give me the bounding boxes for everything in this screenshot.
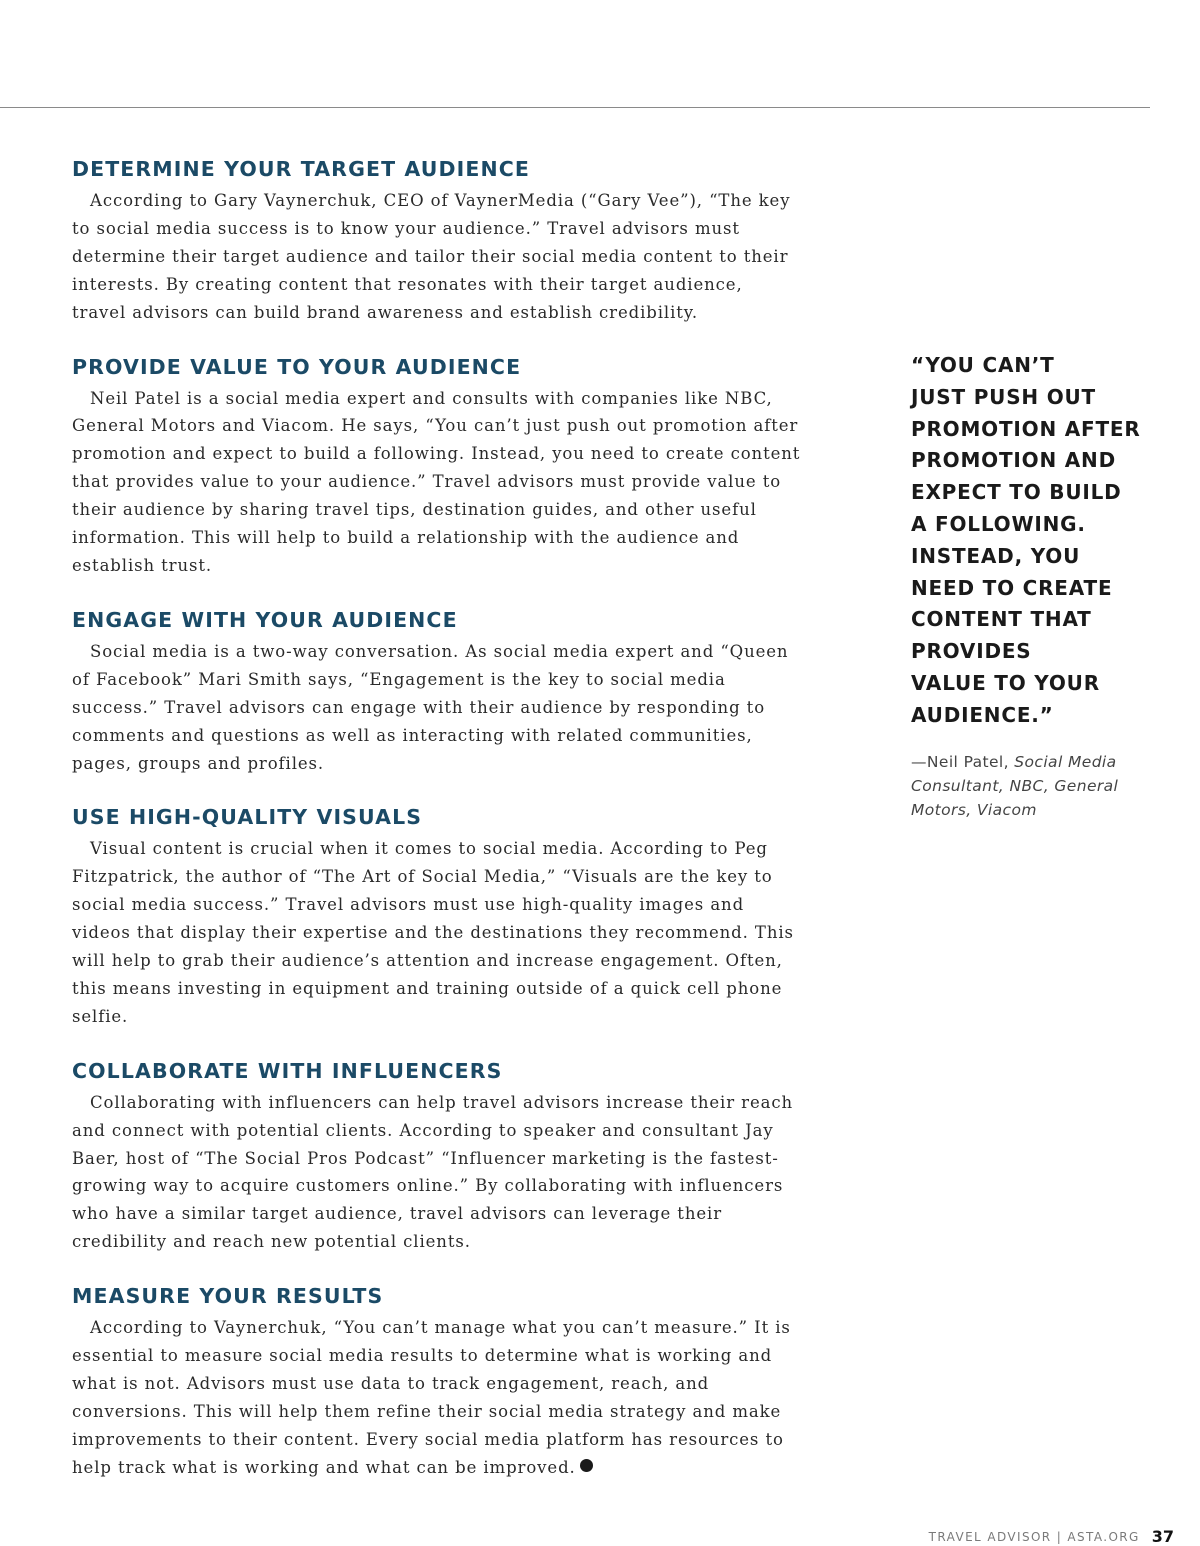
section-heading: DETERMINE YOUR TARGET AUDIENCE (72, 157, 530, 181)
page-number: 37 (1151, 1527, 1174, 1546)
section-heading: COLLABORATE WITH INFLUENCERS (72, 1058, 503, 1083)
section-body: Visual content is crucial when it comes to social media. According to Peg Fitzpatrick, the author of “The Art of Social Media,” “Visuals are the key to social media success.” Travel advisors must use high-quality images and videos that display their expertise and the destinations they recommend. This will help to grab their audience’s attention and increase engagement. Often, this means investing in equipment and training outside of a quick cell phone selfie. (72, 839, 794, 1026)
article-body (72, 155, 802, 1508)
section-body: Collaborating with influencers can help travel advisors increase their reach and connect with potential clients. According to speaker and consultant Jay Baer, host of “The Social Pros Podcast” “Influencer marketing is the fastest-growing way to acquire customers online.” By collaborating with influencers who have a similar target audience, travel advisors can leverage their credibility and reach new potential clients. (72, 1092, 794, 1252)
attribution-role: Social Media Consultant, NBC, General Motors, Viacom (911, 752, 1119, 819)
section-heading: MEASURE YOUR RESULTS (72, 1284, 384, 1309)
section-heading: USE HIGH-QUALITY VISUALS (72, 805, 423, 830)
section-body-text: According to Vaynerchuk, “You can’t manage what you can’t measure.” It is essential to measure social media results to determine what is working and what is not. Advisors must use data to track engagement, reach, and conversions. This will help them refine their social media strategy and make improvements to their content. Every social media platform has resources to help track what is working and what can be improved. (72, 1318, 791, 1477)
pull-quote-attribution (911, 750, 1146, 822)
section-influencers (72, 1057, 802, 1256)
section-heading: ENGAGE WITH YOUR AUDIENCE (72, 607, 458, 632)
section-target-audience (72, 155, 802, 327)
section-provide-value (72, 353, 802, 580)
pull-quote (911, 350, 1146, 822)
section-body: Neil Patel is a social media expert and consults with companies like NBC, General Motors and Viacom. He says, “You can’t just push out promotion after promotion and expect to build a following. Instead, you need to create content that provides value to your audience.” Travel advisors must provide value to their audience by sharing travel tips, destination guides, and other useful information. This will help to build a relationship with the audience and establish trust. (72, 388, 801, 575)
footer-publication: TRAVEL ADVISOR | ASTA.ORG (928, 1529, 1140, 1544)
section-measure (72, 1282, 802, 1481)
asta-logo-icon (580, 1459, 593, 1472)
section-visuals (72, 803, 802, 1030)
top-divider (0, 107, 1150, 108)
pull-quote-text: “YOU CAN’T JUST PUSH OUT PROMOTION AFTER PROMOTION AND EXPECT TO BUILD A FOLLOWING. INSTEAD, YOU NEED TO CREATE CONTENT THAT PROVIDES VALUE TO YOUR AUDIENCE.” (911, 353, 1141, 727)
section-body: Social media is a two-way conversation. As social media expert and “Queen of Facebook” Mari Smith says, “Engagement is the key to social media success.” Travel advisors can engage with their audience by responding to comments and questions as well as interacting with related communities, pages, groups and profiles. (72, 641, 789, 773)
page-footer (929, 1527, 1174, 1546)
section-engage (72, 606, 802, 778)
section-body: According to Gary Vaynerchuk, CEO of VaynerMedia (“Gary Vee”), “The key to social media success is to know your audience.” Travel advisors must determine their target audience and tailor their social media content to their interests. By creating content that resonates with their target audience, travel advisors can build brand awareness and establish credibility. (72, 191, 791, 322)
attribution-name: —Neil Patel, (911, 752, 1009, 771)
section-heading: PROVIDE VALUE TO YOUR AUDIENCE (72, 354, 522, 379)
section-body (72, 1314, 802, 1481)
